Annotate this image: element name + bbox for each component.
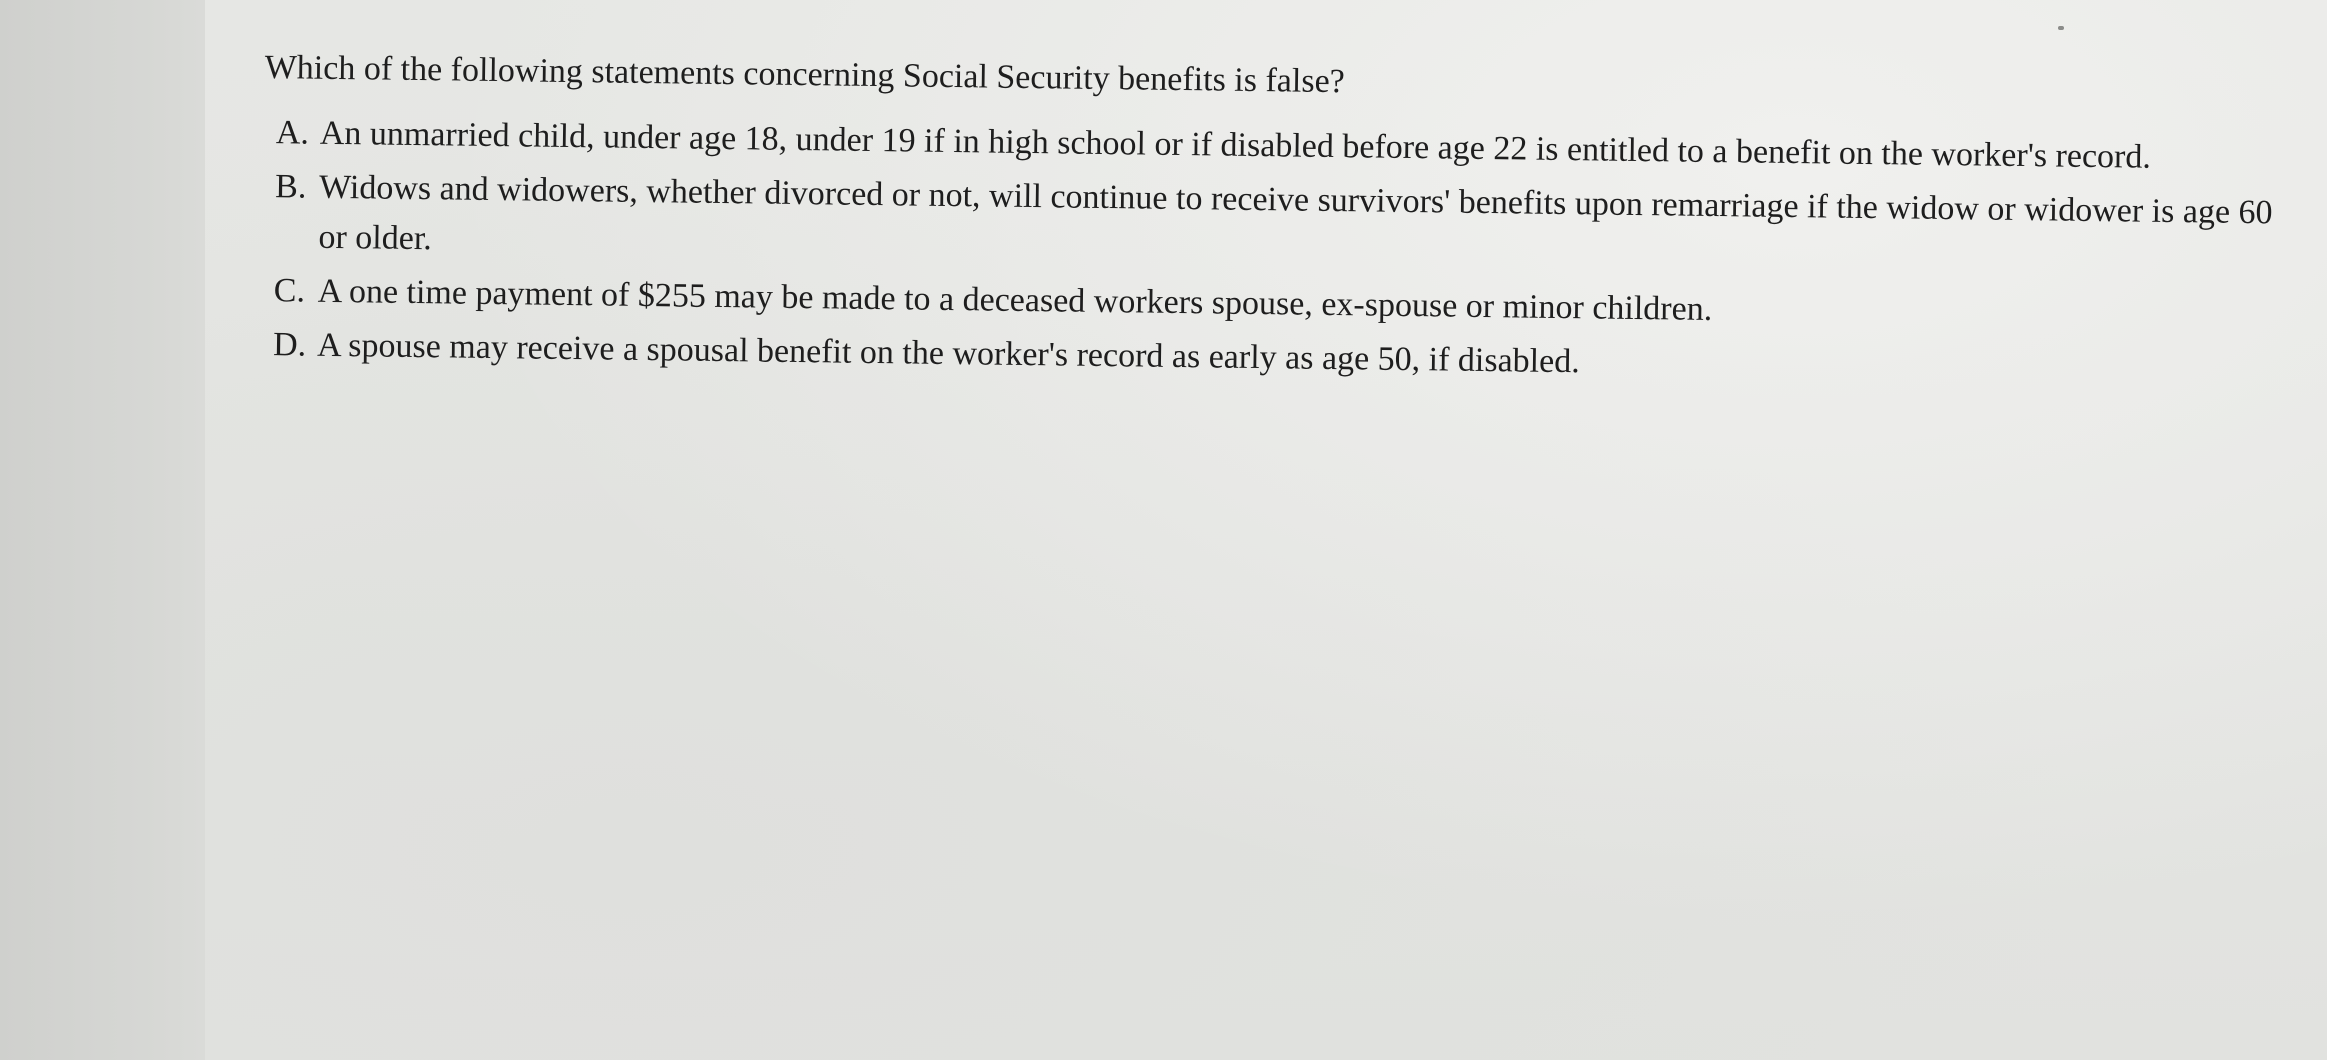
monitor-bezel [0,0,205,1060]
option-text: Widows and widowers, whether divorced or not, will continue to receive survivors' benefits upon remarriage if the widow or widower is age 60 or older. [318,168,2273,258]
option-letter: A. [275,114,310,152]
option-letter: B. [274,168,307,206]
question-card [261,46,2285,400]
question-prompt: Which of the following statements concerning Social Security benefits is false? [264,48,1346,101]
option-letter: D. [272,326,307,364]
answer-options [261,108,2284,396]
screen [205,0,2327,1060]
screen-speck [2058,26,2064,30]
option-letter: C. [273,272,306,310]
option-text: An unmarried child, under age 18, under 19 if in high school or if disabled before age 22 is entitled to a benefit on the worker's record. [319,114,2152,176]
option-text: A spouse may receive a spousal benefit on the worker's record as early as age 50, if disabled. [316,326,1580,381]
option-text: A one time payment of $255 may be made to a deceased workers spouse, ex-spouse or minor children. [317,272,1713,328]
